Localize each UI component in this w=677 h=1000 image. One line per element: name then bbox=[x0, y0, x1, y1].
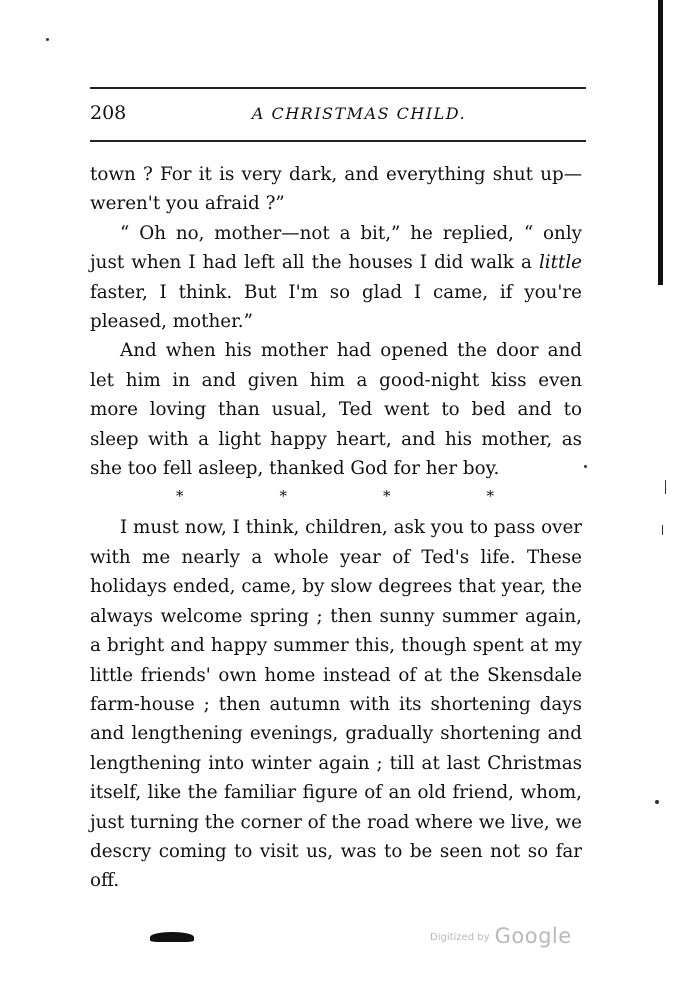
google-logo: Google bbox=[494, 924, 572, 948]
separator-star: * bbox=[486, 487, 494, 506]
scan-speck bbox=[46, 38, 49, 41]
scan-edge-bar bbox=[658, 0, 663, 285]
page-header bbox=[90, 100, 586, 130]
separator-star: * bbox=[176, 487, 184, 506]
separator-star: * bbox=[383, 487, 391, 506]
emphasis-little: little bbox=[538, 252, 582, 274]
scan-speck bbox=[665, 480, 666, 494]
scan-speck bbox=[584, 465, 587, 468]
digitized-prefix: Digitized by bbox=[430, 932, 490, 943]
paragraph-dialogue-start: “ Oh no, mother—not a bit,” he replied, “ only just when I had left all the houses I did walk a bbox=[90, 222, 582, 274]
body-text bbox=[90, 160, 582, 896]
section-separator bbox=[176, 485, 494, 507]
digitized-watermark bbox=[430, 924, 572, 948]
page-number: 208 bbox=[90, 102, 127, 124]
paragraph-bedtime: And when his mother had opened the door and let him in and given him a good-night kiss even more loving than usual, Ted went to bed and to sleep with a light happy heart, and his mother, as she too fell asleep, thanked God for her boy. bbox=[90, 340, 582, 480]
paragraph-continuation: town ? For it is very dark, and everything shut up—weren't you afraid ?” bbox=[90, 164, 582, 215]
paragraph-time-passes: I must now, I think, children, ask you to pass over with me nearly a whole year of Ted's life. These holidays ended, came, by slow degrees that year, the always welcome spring ; then sunny summer again, a bright and happy summer this, though spent at my little friends' own home instead of at the Skensdale farm-house ; then autumn with its shortening days and lengthening evenings, gradually shortening and lengthening into winter again ; till at last Christmas itself, like the familiar figure of an old friend, whom, just turning the corner of the road where we live, we descry coming to visit us, was to be seen not so far off. bbox=[90, 517, 582, 892]
header-rule-top bbox=[90, 87, 586, 89]
scan-speck bbox=[655, 800, 659, 804]
paragraph-dialogue-end: faster, I think. But I'm so glad I came, if you're pleased, mother.” bbox=[90, 281, 582, 333]
header-rule-bottom bbox=[90, 140, 586, 142]
ink-blot bbox=[150, 932, 194, 942]
paragraph-dialogue bbox=[90, 219, 582, 337]
running-title: A CHRISTMAS CHILD. bbox=[251, 104, 467, 123]
scan-speck bbox=[662, 525, 663, 535]
separator-star: * bbox=[279, 487, 287, 506]
